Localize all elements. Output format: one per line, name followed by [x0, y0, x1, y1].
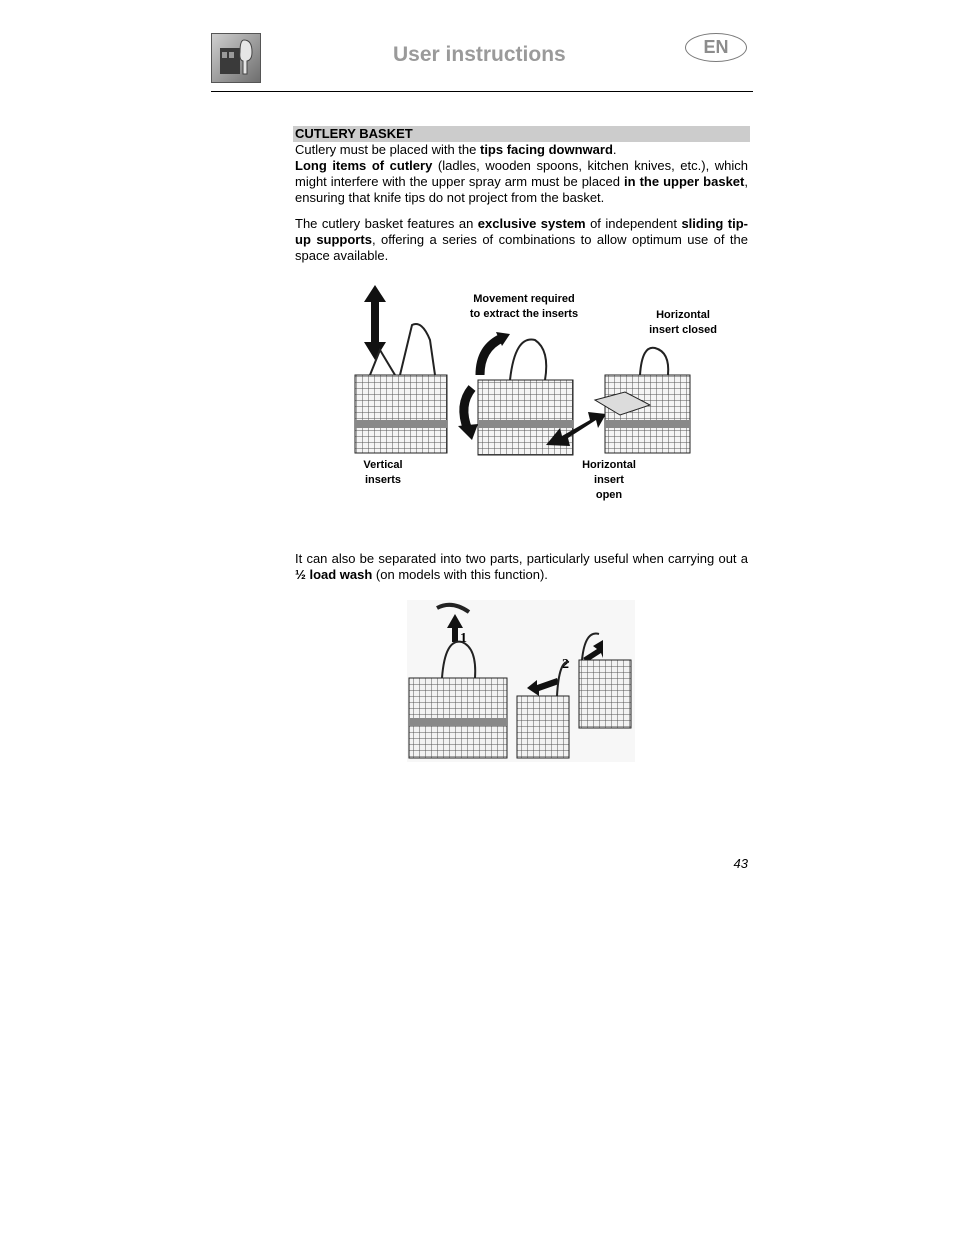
label-line: to extract the inserts: [469, 308, 579, 320]
text-run: , ensuring that knife tips do not project from the basket.: [295, 174, 748, 205]
label-line: open: [595, 489, 623, 501]
text-run: .: [612, 142, 617, 157]
text-run: (on models with this function).: [372, 567, 548, 582]
text-run: , offering a series of combinations to allow optimum use of the space available.: [295, 232, 748, 263]
page-number: 43: [733, 856, 748, 871]
paragraph-placement: [295, 142, 748, 206]
text-run-bold: Long items of cutlery: [295, 158, 433, 173]
text-run-bold: ½ load wash: [295, 567, 373, 582]
text-run-bold: tips facing downward: [479, 142, 613, 157]
dishwasher-glass-icon: [212, 34, 260, 82]
dishwasher-logo-icon: [211, 33, 261, 83]
page-title: User instructions: [393, 43, 566, 66]
label-vertical-inserts: [343, 458, 423, 488]
text-run: of independent: [585, 216, 682, 231]
label-line: inserts: [364, 474, 402, 486]
step-1-number: 1: [460, 631, 467, 646]
paragraph-long-items: [295, 158, 748, 206]
label-line: insert: [594, 474, 624, 486]
label-movement-required: [449, 292, 599, 322]
paragraph-half-load: [295, 551, 748, 583]
paragraph-exclusive-system: [295, 216, 748, 264]
paragraph-tips: [295, 142, 748, 158]
text-run: Cutlery must be placed with the: [295, 142, 480, 157]
text-run-bold: in the upper basket: [624, 174, 745, 189]
label-line: Horizontal: [582, 459, 636, 471]
text-run-bold: sliding tip-up supports: [295, 216, 749, 247]
label-line: Horizontal: [656, 309, 710, 321]
text-run-bold: exclusive system: [477, 216, 586, 231]
text-run: It can also be separated into two parts, particularly useful when carrying out a: [295, 551, 748, 566]
language-badge: EN: [685, 33, 747, 62]
section-heading: CUTLERY BASKET: [293, 126, 750, 142]
label-horizontal-insert-closed: [628, 308, 738, 338]
header-divider: [211, 91, 753, 92]
text-run: (ladles, wooden spoons, kitchen knives, etc.), which might interfere with the upper spray arm must be placed: [295, 158, 748, 189]
label-horizontal-insert-open: [569, 458, 649, 503]
label-line: Vertical: [363, 459, 403, 471]
text-run: The cutlery basket features an: [295, 216, 478, 231]
vertical-double-arrow-icon: [364, 285, 386, 360]
label-line: insert closed: [649, 324, 717, 336]
cutlery-basket-separation-illustration: [407, 600, 635, 762]
step-2-number: 2: [562, 657, 569, 672]
label-line: Movement required: [473, 293, 575, 305]
basket-horizontal-insert: [595, 348, 690, 453]
